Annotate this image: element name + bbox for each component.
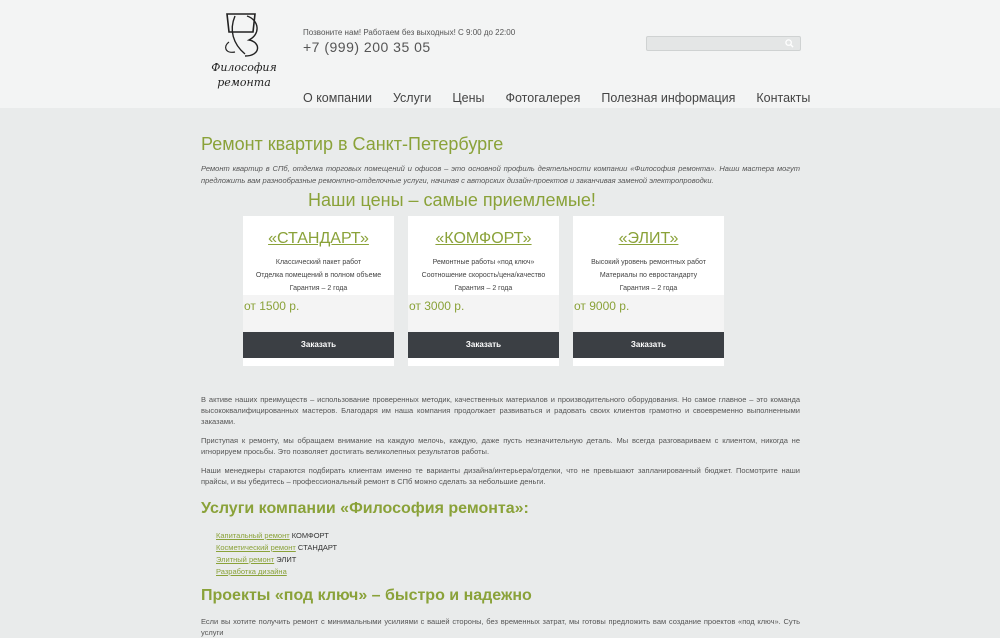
service-link-cosmetic[interactable]: Косметический ремонт (216, 543, 296, 552)
intro-text: Ремонт квартир в СПб, отделка торговых помещений и офисов – это основной профиль деятельности компании «Философия ремонта». Наши мастера могут предложить вам разнообразные ремонтно-отделочные услуги, начиная с авторских дизайн-проектов и заканчивая заменой электропроводки. (201, 164, 800, 185)
advantages-paragraph: В активе наших преимуществ – использование проверенных методик, качественных материалов и производительного оборудования. Но самое главное – это команда высококвалифицированных мастеров. Благодаря им наша компания продолжает развиваться и радовать своих клиентов грамотно и своевременно выполненными заказами. (201, 395, 800, 426)
card-feature: Материалы по евростандарту (599, 272, 698, 279)
card-price: от 9000 р. (574, 299, 630, 313)
list-item (216, 554, 337, 566)
phone-number[interactable]: +7 (999) 200 35 05 (303, 39, 431, 55)
price-card-comfort (408, 216, 559, 366)
service-tag: КОМФОРТ (289, 531, 329, 540)
card-price: от 1500 р. (244, 299, 300, 313)
service-link-elite[interactable]: Элитный ремонт (216, 555, 275, 564)
logo-text-line1: Философия (211, 61, 277, 74)
card-feature: Соотношение скорость/цена/качество (421, 272, 546, 279)
logo-text (199, 60, 289, 90)
nav-item-useful-info[interactable]: Полезная информация (601, 91, 736, 105)
card-title[interactable]: «СТАНДАРТ» (268, 230, 369, 247)
nav-item-services[interactable]: Услуги (392, 91, 432, 105)
order-button[interactable]: Заказать (573, 332, 724, 358)
logo-text-line2: ремонта (217, 76, 271, 89)
card-feature: Гарантия – 2 года (289, 285, 348, 292)
projects-paragraph: Если вы хотите получить ремонт с минимальными усилиями с вашей стороны, без временных затрат, мы готовы предложить вам создание проектов «под ключ». Суть услуги (201, 617, 800, 637)
nav-item-prices[interactable]: Цены (452, 91, 485, 105)
order-button[interactable]: Заказать (408, 332, 559, 358)
card-feature: Гарантия – 2 года (454, 285, 513, 292)
attention-paragraph: Приступая к ремонту, мы обращаем внимание на каждую мелочь, каждую, даже пусть незначительную деталь. Мы всегда разговариваем с клиентом, никогда не игнорируем просьбы. Это позволяет достигать великолепных результатов работы. (201, 436, 800, 456)
page-title: Ремонт квартир в Санкт-Петербурге (201, 134, 504, 154)
order-button[interactable]: Заказать (243, 332, 394, 358)
nav-item-about[interactable]: О компании (303, 91, 372, 105)
nav-item-gallery[interactable]: Фотогалерея (505, 91, 581, 105)
phone-note: Позвоните нам! Работаем без выходных! С 9:00 до 22:00 (303, 28, 516, 37)
service-link-design[interactable]: Разработка дизайна (216, 567, 287, 576)
list-item (216, 542, 337, 554)
card-feature: Высокий уровень ремонтных работ (591, 259, 706, 266)
search-icon[interactable] (785, 39, 794, 48)
card-title[interactable]: «КОМФОРТ» (435, 230, 532, 247)
list-item (216, 530, 337, 542)
card-feature: Классический пакет работ (275, 259, 362, 266)
search-box[interactable] (646, 36, 801, 51)
services-list (216, 530, 337, 578)
card-title[interactable]: «ЭЛИТ» (618, 230, 679, 247)
card-feature: Гарантия – 2 года (619, 285, 678, 292)
card-feature: Отделка помещений в полном объеме (255, 272, 382, 279)
site-header (0, 0, 1000, 108)
price-card-elite (573, 216, 724, 366)
budget-paragraph: Наши менеджеры стараются подбирать клиентам именно те варианты дизайна/интерьера/отделки, что не превышают запланированный бюджет. Посмотрите наши прайсы, и вы убедитесь – профессиональный ремонт в СПб можно сделать за небольшие деньги. (201, 466, 800, 486)
nav-item-contacts[interactable]: Контакты (756, 91, 811, 105)
main-content (201, 134, 800, 187)
service-tag: ЭЛИТ (274, 555, 297, 564)
projects-title: Проекты «под ключ» – быстро и надежно (201, 587, 532, 604)
main-nav (303, 91, 831, 105)
card-price: от 3000 р. (409, 299, 465, 313)
price-card-standard (243, 216, 394, 366)
list-item (216, 566, 337, 578)
search-input[interactable] (650, 38, 780, 49)
service-link-capital[interactable]: Капитальный ремонт (216, 531, 290, 540)
card-feature: Ремонтные работы «под ключ» (432, 259, 535, 266)
services-title: Услуги компании «Философия ремонта»: (201, 500, 529, 517)
service-tag: СТАНДАРТ (295, 543, 338, 552)
prices-title: Наши цены – самые приемлемые! (308, 190, 596, 210)
